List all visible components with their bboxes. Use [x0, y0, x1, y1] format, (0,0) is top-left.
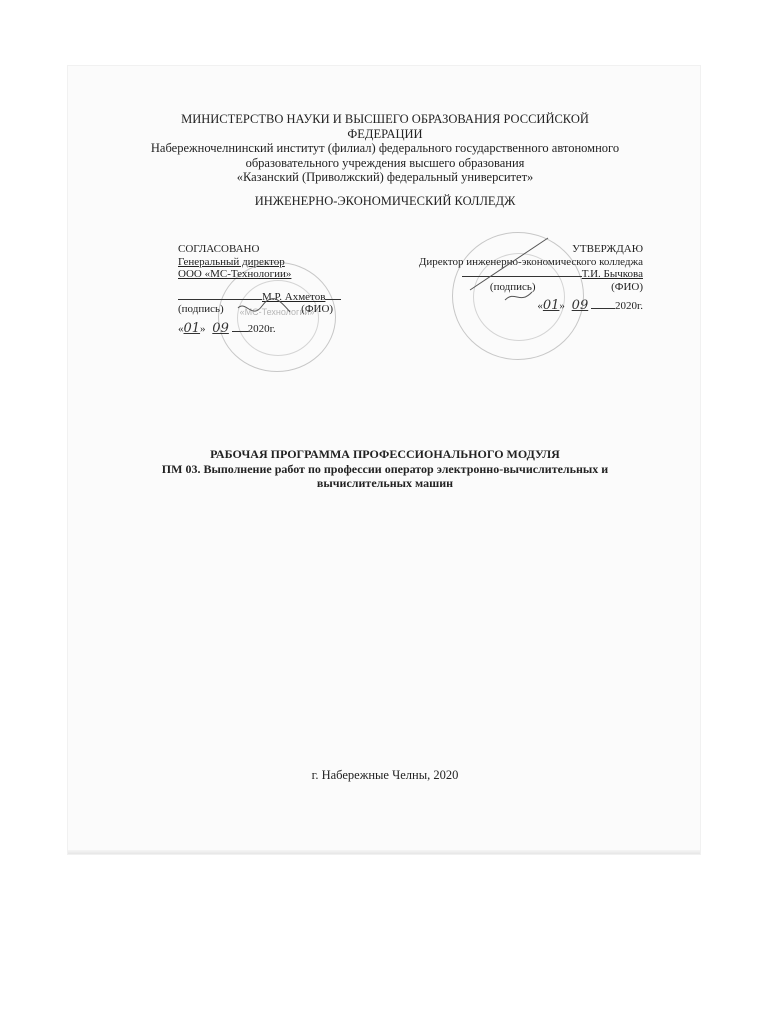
- right-date: «01» 09 2020г.: [537, 298, 643, 313]
- right-date-year: 2020г.: [614, 300, 643, 312]
- right-sign-label: (подпись): [489, 280, 536, 293]
- program-module-line: ПМ 03. Выполнение работ по профессии оператор электронно-вычислительных и: [161, 462, 609, 476]
- right-date-day: 01: [542, 298, 560, 313]
- right-position: Директор инженерно-экономического колледжа: [418, 255, 643, 268]
- institute-line: Набережночелнинский институт (филиал) федерального государственного автономного: [150, 141, 620, 155]
- agreed-heading: СОГЛАСОВАНО: [178, 243, 260, 255]
- left-signer: М.Р. Ахметов: [262, 290, 326, 303]
- place-and-year: г. Набережные Челны, 2020: [311, 768, 459, 782]
- program-title: РАБОЧАЯ ПРОГРАММА ПРОФЕССИОНАЛЬНОГО МОДУЛЯ: [210, 447, 560, 461]
- left-date: «01» 09 2020г.: [178, 320, 276, 336]
- left-date-day: 01: [183, 320, 201, 336]
- right-date-month: 09: [571, 298, 589, 313]
- approved-heading: УТВЕРЖДАЮ: [572, 243, 643, 255]
- left-date-year: 2020г.: [247, 322, 276, 335]
- stamp-label: «МС-Технологии»: [239, 307, 315, 317]
- left-sign-label: (подпись): [178, 303, 224, 315]
- left-organization: ООО «МС-Технологии»: [178, 268, 292, 280]
- right-signer: Т.И. Бычкова: [581, 268, 643, 280]
- left-position: Генеральный директор: [178, 255, 285, 268]
- ministry-line-1: МИНИСТЕРСТВО НАУКИ И ВЫСШЕГО ОБРАЗОВАНИЯ РОССИЙСКОЙ: [181, 112, 589, 126]
- college-name: ИНЖЕНЕРНО-ЭКОНОМИЧЕСКИЙ КОЛЛЕДЖ: [254, 194, 516, 208]
- left-fio-label: (ФИО): [301, 303, 334, 315]
- ministry-line-2: ФЕДЕРАЦИИ: [347, 127, 423, 141]
- left-date-month: 09: [212, 320, 229, 336]
- institution-type-line: образовательного учреждения высшего образования: [245, 156, 525, 170]
- right-fio-label: (ФИО): [611, 280, 643, 293]
- university-line: «Казанский (Приволжский) федеральный университет»: [236, 170, 534, 184]
- program-module-line-2: вычислительных машин: [316, 476, 454, 490]
